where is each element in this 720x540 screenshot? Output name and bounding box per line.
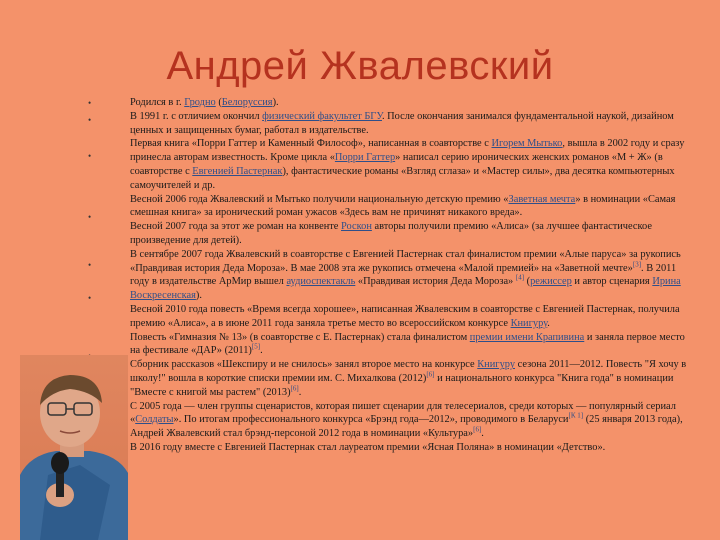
bio-paragraph xyxy=(130,358,692,399)
paragraph-text: Весной 2010 года повесть «Время всегда хорошее», написанная Жвалевским в соавторстве с Евгенией Пастернак, получила премию «Алиса», а в июне 2011 года заняла третье место во всероссийском конкурсе xyxy=(130,303,680,329)
bullet-marker: • xyxy=(88,260,92,270)
inline-link[interactable]: Белоруссия xyxy=(221,97,273,108)
bio-paragraph xyxy=(130,193,692,221)
paragraph-text: . xyxy=(298,386,302,398)
bullet-marker: • xyxy=(88,98,92,108)
paragraph-text: Первая книга «Порри Гаттер и Каменный Философ», написанная в соавторстве с xyxy=(130,138,492,150)
footnote-ref[interactable]: [4] xyxy=(515,273,525,282)
paragraph-text: Весной 2006 года Жвалевский и Мытько получили национальную детскую премию « xyxy=(130,193,509,205)
bio-paragraph xyxy=(130,137,692,192)
paragraph-text: (25 января 2013 года), Андрей Жвалевский стал брэнд-персоной 2012 года в номинации «Культура» xyxy=(130,414,683,440)
paragraph-text: С 2005 года — член группы сценаристов, которая пишет сценарии для телесериалов, среди которых — популярный сериал « xyxy=(130,400,676,426)
bio-paragraph xyxy=(130,331,692,359)
inline-link[interactable]: Гродно xyxy=(184,97,216,108)
inline-link[interactable]: Роскон xyxy=(341,221,372,233)
slide-title: Андрей Жвалевский xyxy=(166,44,554,88)
bullet-marker: • xyxy=(88,293,92,303)
bullet-marker: • xyxy=(88,212,92,222)
paragraph-text: и заняла первое место на фестивале «ДАР» (2011) xyxy=(130,331,685,357)
inline-link[interactable]: Евгенией Пастернак xyxy=(192,165,283,177)
bio-paragraph xyxy=(130,220,692,248)
paragraph-text: . xyxy=(260,345,263,357)
paragraph-text: В сентябре 2007 года Жвалевский в соавторстве с Евгенией Пастернак стал финалистом премии «Алые паруса» за рукопись «Правдивая история Деда Мороза». В мае 2008 эта же рукопись отмечена «Малой премией» на «Заветной мечте» xyxy=(130,248,681,274)
paragraph-text: Повесть «Гимназия № 13» (в соавторстве с Е. Пастернак) стала финалистом xyxy=(130,331,470,343)
paragraph-text: и национального конкурса "Книга года" в номинации "Вместе с книгой мы растем" (2013) xyxy=(130,372,674,398)
footnote-ref[interactable]: [6] xyxy=(426,370,435,379)
footnote-ref[interactable]: [6] xyxy=(473,425,482,434)
paragraph-text: «Правдивая история Деда Мороза» xyxy=(355,276,516,288)
paragraph-text: , вышла в 2002 году и сразу принесла авторам известность. Кроме цикла « xyxy=(130,138,685,164)
paragraph-text: ( xyxy=(524,276,531,288)
inline-link[interactable]: физический факультет БГУ xyxy=(262,110,382,122)
bio-paragraph xyxy=(130,96,692,110)
paragraph-text: ), фантастические романы «Взгляд сглаза» и «Мастер силы», два десятка компьютерных самоучителей и др. xyxy=(130,165,675,191)
paragraph-text: Весной 2007 года за этот же роман на конвенте xyxy=(130,221,342,233)
biography-text xyxy=(130,96,692,455)
inline-link[interactable]: Заветная мечта xyxy=(508,193,576,205)
paragraph-text: сезона 2011—2012. Повесть "Я хочу в школу!" вошла в короткие списки премии им. С. Михалкова (2012) xyxy=(130,359,687,384)
paragraph-text: . xyxy=(481,428,484,440)
bio-paragraph xyxy=(130,110,692,138)
paragraph-text: В 1991 г. с отличием окончил xyxy=(130,110,263,122)
paragraph-text: авторы получили премию «Алиса» (за лучшее фантастическое произведение для детей). xyxy=(130,221,652,246)
paragraph-text: В 2016 году вместе с Евгенией Пастернак стал лауреатом премии «Ясная Поляна» в номинации «Детство». xyxy=(130,441,606,453)
paragraph-text: ). xyxy=(272,97,279,108)
inline-link[interactable]: Книгуру xyxy=(510,317,548,329)
bullet-marker: • xyxy=(88,151,92,161)
bio-paragraph xyxy=(130,441,692,455)
paragraph-text: Сборник рассказов «Шекспиру и не снилось» занял второе место на конкурсе xyxy=(130,359,478,371)
inline-link[interactable]: Игорем Мытько xyxy=(491,138,563,150)
footnote-ref[interactable]: [3] xyxy=(632,260,642,269)
paragraph-text: . После окончания занимался фундаментальной наукой, дизайном ценных и защищенных бумаг, работал в издательстве. xyxy=(130,110,674,136)
inline-link[interactable]: премии имени Крапивина xyxy=(469,331,585,343)
inline-link[interactable]: Книгуру xyxy=(477,359,516,371)
paragraph-text: ). xyxy=(195,290,202,302)
paragraph-text: . В 2011 году в издательстве АрМир вышел xyxy=(130,262,677,288)
inline-link[interactable]: режиссер xyxy=(530,276,572,288)
bio-paragraph xyxy=(130,400,692,441)
author-photo xyxy=(20,355,128,540)
inline-link[interactable]: аудиоспектакль xyxy=(286,276,356,288)
paragraph-text: » в номинации «Самая смешная книга» за иронический роман ужасов «Здесь вам не причинят никакого вреда». xyxy=(130,193,676,219)
paragraph-text: Родился в г. xyxy=(130,97,185,108)
paragraph-text: » написал серию иронических женских романов «М + Ж» (в соавторстве с xyxy=(130,152,663,177)
paragraph-text: ». По итогам профессионального конкурса «Брэнд года—2012», проводимого в Беларуси xyxy=(173,414,569,426)
bio-paragraph xyxy=(130,248,692,303)
inline-link[interactable]: Порри Гаттер xyxy=(334,152,396,164)
footnote-ref[interactable]: [К 1] xyxy=(568,411,584,420)
bullet-marker: • xyxy=(88,115,92,125)
inline-link[interactable]: Солдаты xyxy=(135,414,174,426)
bio-paragraph xyxy=(130,303,692,331)
paragraph-text: . xyxy=(547,317,550,329)
paragraph-text: и автор сценария xyxy=(571,276,653,288)
inline-link[interactable]: Ирина Воскресенская xyxy=(130,276,681,302)
footnote-ref[interactable]: [6] xyxy=(290,384,299,393)
footnote-ref[interactable]: [5] xyxy=(251,342,261,351)
paragraph-text: ( xyxy=(215,97,222,108)
